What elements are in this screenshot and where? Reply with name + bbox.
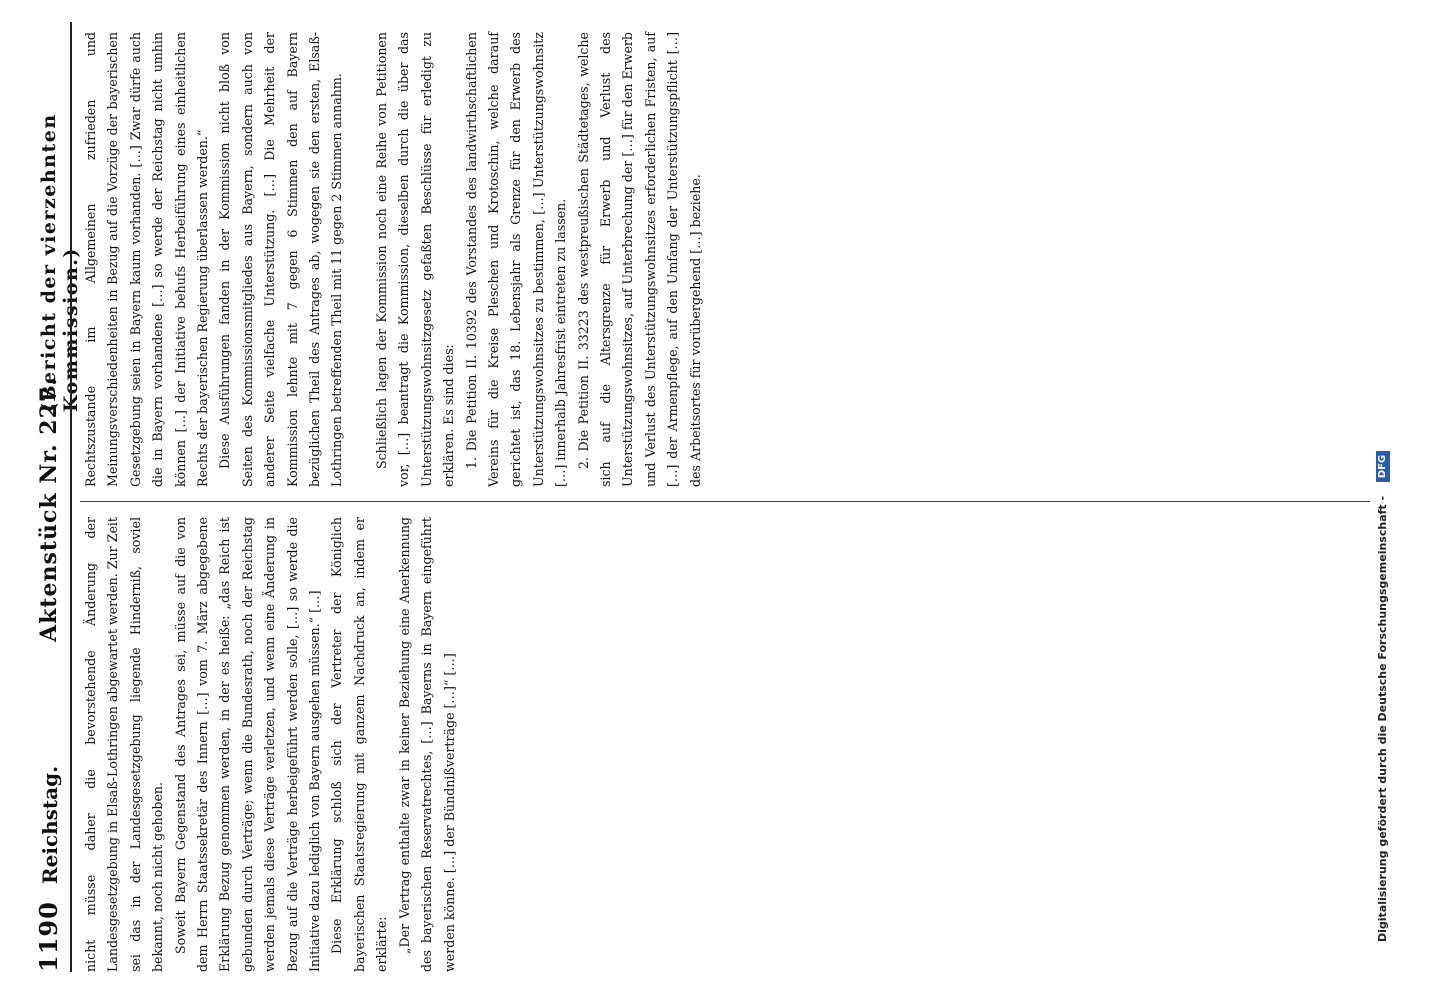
digitization-credit <box>1376 42 1398 942</box>
right-text-column <box>80 32 707 487</box>
right-paragraph-5: 2. Die Petition II. 33223 des westpreußischen Städtetages, welche sich auf die Altersgrenze für Erwerb und Verlust des Unterstützungswohnsitzes, auf Unterbrechung der […] für den Erwerb und Verlust des Unterstützungswohnsitzes erforderlichen Fristen, auf […] der Armenpflege, auf den Umfang der Unterstützungspflicht […] des Arbeitsortes für vorübergehend […] beziehe. <box>575 32 703 487</box>
left-paragraph-3: Diese Erklärung schloß sich der Vertreter der Königlich bayerischen Staatsregierung mit ganzem Nachdruck an, indem er erklärte: <box>329 517 390 972</box>
right-paragraph-2: Diese Ausführungen fanden in der Kommission nicht bloß von Seiten des Kommissionsmitgliedes aus Bayern, sondern auch von anderer Seite vielfache Unterstützung. […] Die Mehrheit der Kommission lehnte mit 7 gegen 6 Stimmen den auf Bayern bezüglichen Theil des Antrages ab, wogegen sie den ersten, Elsaß-Lothringen betreffenden Theil mit 11 gegen 2 Stimmen annahm. <box>217 32 345 487</box>
dfg-badge: DFG <box>1376 451 1390 482</box>
header-left-title: Reichstag. <box>38 765 62 884</box>
paragraph-gap <box>349 32 371 487</box>
page-number: 1190 <box>34 901 63 972</box>
column-divider <box>80 501 1370 502</box>
left-text-column <box>80 517 461 972</box>
header-right-title: (Bericht der vierzehnten Kommission.) <box>38 113 82 412</box>
header-center-title: Aktenstück Nr. 227. <box>36 377 62 642</box>
left-paragraph-1: nicht müsse daher die bevorstehende Änderung der Landesgesetzgebung in Elsaß-Lothringen abgewartet werden. Zur Zeit sei das in der Landesgesetzgebung liegende Hinderniß, soviel bekannt, noch nicht gehoben. <box>83 517 166 972</box>
right-paragraph-1: Rechtszustande im Allgemeinen zufrieden und Meinungsverschiedenheiten in Bezug auf die Vorzüge der bayerischen Gesetzgebung seien in Bayern kaum vorhanden. […] Zwar dürfe auch die in Bayern vorhandene […] so werde der Reichstag nicht umhin können […] der Initiative behufs Herbeiführung eines einheitlichen Rechts der bayerischen Regierung überlassen werden.“ <box>83 32 211 487</box>
header-rule <box>70 22 72 972</box>
rotated-page-scan <box>28 22 1400 972</box>
right-paragraph-3: Schließlich lagen der Kommission noch eine Reihe von Petitionen vor, […] beantragt die Kommission, dieselben durch die über das Unterstützungswohnsitzgesetz gefaßten Beschlüsse für erledigt zu erklären. Es sind dies: <box>373 32 457 487</box>
left-paragraph-4: „Der Vertrag enthalte zwar in keiner Beziehung eine Anerkennung des bayerischen Reservatrechtes, […] Bayerns in Bayern eingeführt werden könne. […] der Bündnißverträge […]“ […] <box>396 517 457 972</box>
credit-text: Digitalisierung gefördert durch die Deutsche Forschungsgemeinschaft - <box>1376 495 1389 942</box>
right-paragraph-4: 1. Die Petition II. 10392 des Vorstandes des landwirthschaftlichen Vereins für die Kreise Pleschen und Krotoschin, welche darauf gerichtet ist, das 18. Lebensjahr als Grenze für den Erwerb des Unterstützungswohnsitzes zu bestimmen, […] Unterstützungswohnsitz […] innerhalb Jahresfrist eintreten zu lassen. <box>463 32 569 487</box>
page-header <box>28 22 82 972</box>
left-paragraph-2: Soweit Bayern Gegenstand des Antrages sei, müsse auf die von dem Herrn Staatssekretär des Innern […] vom 7. März abgegebene Erklärung Bezug genommen werden, in der es heiße: „das Reich ist gebunden durch Verträge; wenn die Bundesrath, noch der Reichstag werden jemals diese Verträge verletzen, und wenn eine Änderung in Bezug auf die Verträge herbeigeführt werden solle, […] so werde die Initiative dazu lediglich von Bayern ausgehen müssen.“ […] <box>172 517 323 972</box>
